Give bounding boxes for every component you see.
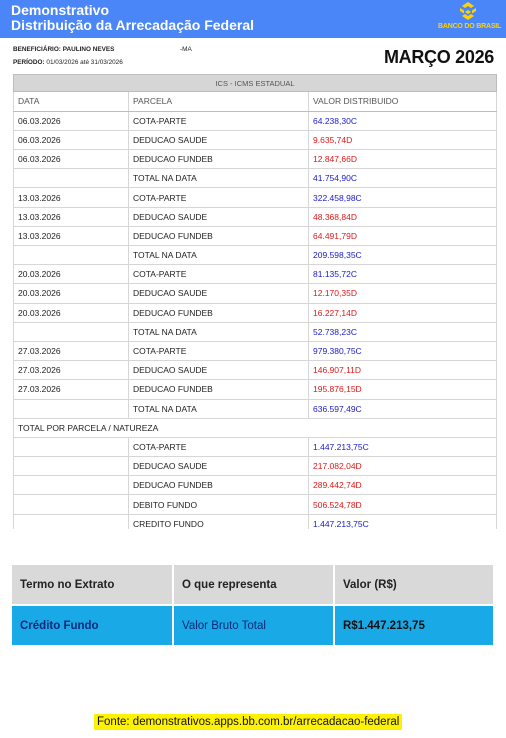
row-date: 27.03.2026 [14, 380, 129, 399]
summary-header-representa: O que representa [173, 565, 334, 605]
totals-empty-cell [14, 476, 129, 495]
statement-table [13, 92, 497, 529]
totals-valor: 506.524,78D [309, 495, 497, 514]
row-valor: 41.754,90C [309, 169, 497, 188]
uf-label: -MA [180, 46, 192, 53]
totals-empty-cell [14, 514, 129, 529]
row-parcela: COTA-PARTE [129, 111, 309, 130]
month-title: MARÇO 2026 [383, 47, 494, 67]
totals-parcela: COTA-PARTE [129, 437, 309, 456]
totals-empty-cell [14, 437, 129, 456]
totals-row [14, 476, 497, 495]
summary-table [12, 565, 495, 645]
totals-parcela: CREDITO FUNDO [129, 514, 309, 529]
row-valor: 636.597,49C [309, 399, 497, 418]
beneficiario-label: BENEFICIÁRIO: [13, 46, 61, 53]
row-valor: 12.847,66D [309, 150, 497, 169]
row-parcela: TOTAL NA DATA [129, 322, 309, 341]
totals-empty-cell [14, 495, 129, 514]
summary-header-valor: Valor (R$) [334, 565, 494, 605]
row-date: 20.03.2026 [14, 265, 129, 284]
row-date: 27.03.2026 [14, 361, 129, 380]
table-row [14, 380, 497, 399]
row-parcela: DEDUCAO FUNDEB [129, 303, 309, 322]
section-title: ICS - ICMS ESTADUAL [13, 74, 497, 92]
totals-parcela: DEDUCAO FUNDEB [129, 476, 309, 495]
totals-parcela: DEDUCAO SAUDE [129, 457, 309, 476]
row-parcela: TOTAL NA DATA [129, 246, 309, 265]
table-row [14, 150, 497, 169]
table-row [14, 322, 497, 341]
totals-row [14, 437, 497, 456]
row-parcela: DEDUCAO FUNDEB [129, 226, 309, 245]
table-row [14, 341, 497, 360]
table-row [14, 284, 497, 303]
row-valor: 209.598,35C [309, 246, 497, 265]
table-row [14, 226, 497, 245]
summary-header-row [12, 565, 494, 605]
table-row [14, 169, 497, 188]
row-valor: 146.907,11D [309, 361, 497, 380]
row-valor: 52.738,23C [309, 322, 497, 341]
col-valor-header: VALOR DISTRIBUIDO [309, 92, 497, 111]
table-row [14, 265, 497, 284]
row-parcela: COTA-PARTE [129, 341, 309, 360]
row-parcela: DEDUCAO FUNDEB [129, 380, 309, 399]
summary-header-termo: Termo no Extrato [12, 565, 173, 605]
totals-empty-cell [14, 457, 129, 476]
row-valor: 322.458,98C [309, 188, 497, 207]
totals-valor: 1.447.213,75C [309, 514, 497, 529]
row-parcela: TOTAL NA DATA [129, 399, 309, 418]
row-parcela: DEDUCAO SAUDE [129, 207, 309, 226]
row-parcela: DEDUCAO SAUDE [129, 130, 309, 149]
table-row [14, 111, 497, 130]
logo-text: BANCO DO BRASIL [438, 23, 502, 30]
row-valor: 979.380,75C [309, 341, 497, 360]
row-parcela: DEDUCAO SAUDE [129, 361, 309, 380]
row-parcela: DEDUCAO FUNDEB [129, 150, 309, 169]
col-parcela-header: PARCELA [129, 92, 309, 111]
col-data-header: DATA [14, 92, 129, 111]
row-valor: 48.368,84D [309, 207, 497, 226]
beneficiario-value: PAULINO NEVES [62, 46, 115, 53]
table-row [14, 399, 497, 418]
totals-row [14, 514, 497, 529]
row-parcela: DEDUCAO SAUDE [129, 284, 309, 303]
row-date: 13.03.2026 [14, 207, 129, 226]
row-parcela: COTA-PARTE [129, 188, 309, 207]
row-valor: 195.876,15D [309, 380, 497, 399]
row-date: 06.03.2026 [14, 150, 129, 169]
table-row [14, 207, 497, 226]
totals-row [14, 495, 497, 514]
totals-parcela: DEBITO FUNDO [129, 495, 309, 514]
row-date: 27.03.2026 [14, 341, 129, 360]
row-date [14, 399, 129, 418]
summary-valor: R$1.447.213,75 [334, 605, 494, 645]
summary-termo: Crédito Fundo [12, 605, 173, 645]
statement-rows [14, 111, 497, 529]
totals-valor: 217.082,04D [309, 457, 497, 476]
table-row [14, 361, 497, 380]
row-date: 06.03.2026 [14, 111, 129, 130]
totals-title: TOTAL POR PARCELA / NATUREZA [14, 418, 497, 437]
totals-row [14, 457, 497, 476]
totals-valor: 289.442,74D [309, 476, 497, 495]
table-header-row [14, 92, 497, 111]
row-valor: 64.491,79D [309, 226, 497, 245]
row-parcela: COTA-PARTE [129, 265, 309, 284]
totals-title-row [14, 418, 497, 437]
row-valor: 12.170,35D [309, 284, 497, 303]
row-date: 13.03.2026 [14, 226, 129, 245]
row-date: 20.03.2026 [14, 303, 129, 322]
row-date: 20.03.2026 [14, 284, 129, 303]
row-parcela: TOTAL NA DATA [129, 169, 309, 188]
row-date [14, 169, 129, 188]
totals-valor: 1.447.213,75C [309, 437, 497, 456]
header-title-line1: Demonstrativo [11, 2, 110, 18]
header-title-line2: Distribuição da Arrecadação Federal [11, 17, 255, 33]
source-footer: Fonte: demonstrativos.apps.bb.com.br/arrecadacao-federal [94, 714, 402, 730]
summary-row [12, 605, 494, 645]
table-row [14, 303, 497, 322]
periodo-value: 01/03/2026 até 31/03/2026 [46, 59, 123, 66]
row-date: 13.03.2026 [14, 188, 129, 207]
row-valor: 16.227,14D [309, 303, 497, 322]
row-date [14, 322, 129, 341]
row-date [14, 246, 129, 265]
row-valor: 9.635,74D [309, 130, 497, 149]
row-valor: 64.238,30C [309, 111, 497, 130]
table-row [14, 130, 497, 149]
row-date: 06.03.2026 [14, 130, 129, 149]
table-row [14, 246, 497, 265]
summary-representa: Valor Bruto Total [173, 605, 334, 645]
row-valor: 81.135,72C [309, 265, 497, 284]
table-row [14, 188, 497, 207]
periodo-label: PERÍODO: [13, 59, 45, 66]
